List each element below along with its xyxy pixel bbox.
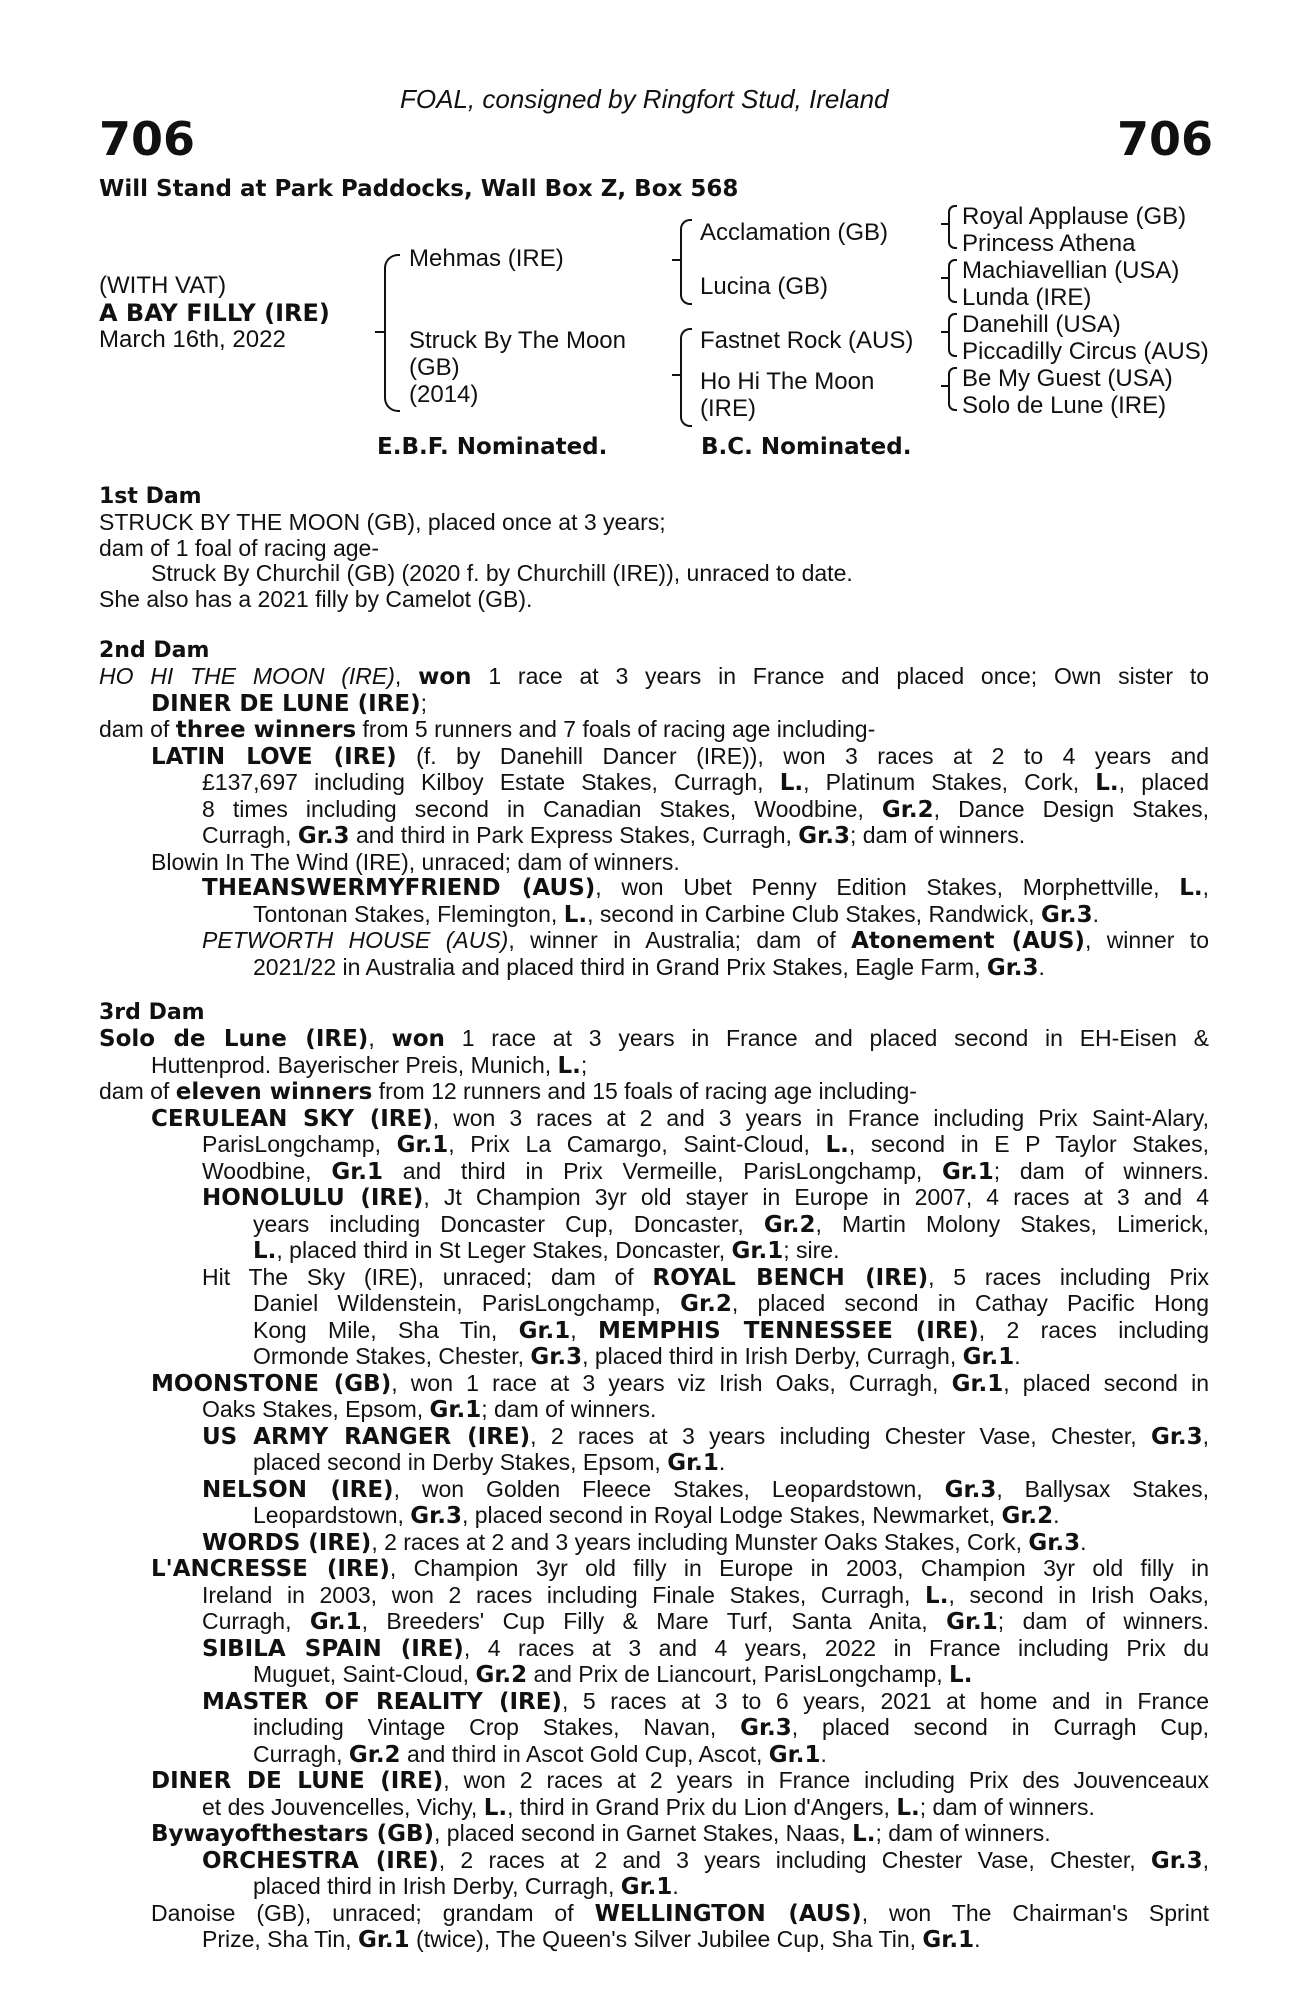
pedigree-brace xyxy=(384,254,400,412)
second-dam-line: dam of three winners from 5 runners and 7 foals of racing age including- xyxy=(99,716,876,743)
ggs-1: Royal Applause (GB) xyxy=(962,203,1187,230)
grandproduce-entry: US ARMY RANGER (IRE), 2 races at 3 years including Chester Vase, Chester, Gr.3, xyxy=(202,1422,1210,1450)
grandproduce-entry-cont: years including Doncaster Cup, Doncaster, Gr.2, Martin Molony Stakes, Limerick, xyxy=(253,1210,1209,1238)
grandproduce-entry-cont: placed second in Derby Stakes, Epsom, Gr.1. xyxy=(253,1449,726,1476)
produce-entry-cont: Ireland in 2003, won 2 races including Finale Stakes, Curragh, L., second in Irish Oaks, xyxy=(202,1581,1209,1609)
lot-number-left: 706 xyxy=(99,112,196,166)
produce-entry-cont: Woodbine, Gr.1 and third in Prix Vermeille, ParisLongchamp, Gr.1; dam of winners. xyxy=(202,1157,1209,1185)
g-brace-4-notch xyxy=(941,385,948,387)
grandproduce-entry: ORCHESTRA (IRE), 2 races at 2 and 3 years including Chester Vase, Chester, Gr.3, xyxy=(202,1846,1209,1874)
produce-entry: L'ANCRESSE (IRE), Champion 3yr old filly in Europe in 2003, Champion 3yr old filly in xyxy=(151,1555,1209,1582)
g-brace-2-notch xyxy=(941,277,948,279)
third-dam-line: Huttenprod. Bayerischer Preis, Munich, L.; xyxy=(151,1051,588,1079)
sire-line-brace-notch xyxy=(672,259,681,261)
first-dam-section xyxy=(99,484,1209,612)
g-brace-1-notch xyxy=(941,223,948,225)
third-dam-line: Solo de Lune (IRE), won 1 race at 3 years in France and placed second in EH-Eisen & xyxy=(99,1025,1209,1052)
grandproduce-entry: Hit The Sky (IRE), unraced; dam of ROYAL BENCH (IRE), 5 races including Prix xyxy=(202,1263,1209,1291)
grandproduce-entry-cont: Daniel Wildenstein, ParisLongchamp, Gr.2, placed second in Cathay Pacific Hong xyxy=(253,1290,1209,1317)
sire-dam: Lucina (GB) xyxy=(700,273,829,300)
grandproduce-entry-cont: Leopardstown, Gr.3, placed second in Royal Lodge Stakes, Newmarket, Gr.2. xyxy=(253,1502,1060,1529)
third-dam-heading: 3rd Dam xyxy=(99,1000,205,1025)
produce-entry-cont: Oaks Stakes, Epsom, Gr.1; dam of winners. xyxy=(202,1396,657,1423)
g-brace-4 xyxy=(948,367,957,411)
third-dam-line: dam of eleven winners from 12 runners and 15 foals of racing age including- xyxy=(99,1078,917,1105)
dam-dam-1: Ho Hi The Moon xyxy=(700,368,875,395)
ggs-6: Piccadilly Circus (AUS) xyxy=(962,338,1209,365)
grandproduce-entry: THEANSWERMYFRIEND (AUS), won Ubet Penny Edition Stakes, Morphettville, L., xyxy=(202,874,1209,901)
produce-entry-cont: ParisLongchamp, Gr.1, Prix La Camargo, Saint-Cloud, L., second in E P Taylor Stakes, xyxy=(202,1131,1209,1158)
sire-name: Mehmas (IRE) xyxy=(409,245,564,272)
sire-line-brace xyxy=(680,219,692,305)
produce-entry-cont: Curragh, Gr.1, Breeders' Cup Filly & Mare Turf, Santa Anita, Gr.1; dam of winners. xyxy=(202,1608,1209,1635)
stabling-line: Will Stand at Park Paddocks, Wall Box Z, Box 568 xyxy=(99,176,739,202)
g-brace-3-notch xyxy=(941,331,948,333)
g-brace-2 xyxy=(948,259,957,303)
dam-line-brace-notch xyxy=(672,374,681,376)
grandproduce-entry-cont: Muguet, Saint-Cloud, Gr.2 and Prix de Liancourt, ParisLongchamp, L. xyxy=(253,1661,973,1688)
grandproduce-entry-cont: L., placed third in St Leger Stakes, Doncaster, Gr.1; sire. xyxy=(253,1237,840,1264)
pedigree-brace-notch xyxy=(375,331,384,333)
produce-entry: MOONSTONE (GB), won 1 race at 3 years viz Irish Oaks, Curragh, Gr.1, placed second in xyxy=(151,1369,1209,1397)
third-dam-section xyxy=(99,1000,1209,1954)
grandproduce-entry-cont: placed third in Irish Derby, Curragh, Gr.1. xyxy=(253,1873,679,1900)
grandproduce-entry: NELSON (IRE), won Golden Fleece Stakes, Leopardstown, Gr.3, Ballysax Stakes, xyxy=(202,1475,1209,1503)
dam-name-3: (2014) xyxy=(409,381,479,408)
second-dam-line: HO HI THE MOON (IRE), won 1 race at 3 years in France and placed once; Own sister to xyxy=(99,663,1209,690)
produce-entry: CERULEAN SKY (IRE), won 3 races at 2 and 3 years in France including Prix Saint-Alary, xyxy=(151,1104,1209,1132)
ggs-8: Solo de Lune (IRE) xyxy=(962,392,1167,419)
dam-line-brace xyxy=(680,328,692,427)
grandproduce-entry-cont: Tontonan Stakes, Flemington, L., second in Carbine Club Stakes, Randwick, Gr.3. xyxy=(253,900,1100,928)
ebf-nomination: E.B.F. Nominated. xyxy=(377,434,608,460)
grandproduce-entry: HONOLULU (IRE), Jt Champion 3yr old stayer in Europe in 2007, 4 races at 3 and 4 xyxy=(202,1184,1209,1211)
dam-dam-2: (IRE) xyxy=(700,395,756,422)
produce-entry: LATIN LOVE (IRE) (f. by Danehill Dancer (IRE)), won 3 races at 2 to 4 years and xyxy=(151,742,1209,770)
first-dam-heading: 1st Dam xyxy=(99,484,202,509)
grandproduce-entry-cont: Kong Mile, Sha Tin, Gr.1, MEMPHIS TENNESSEE (IRE), 2 races including xyxy=(253,1316,1209,1344)
ggs-4: Lunda (IRE) xyxy=(962,284,1092,311)
lot-number-right: 706 xyxy=(1117,112,1214,166)
produce-entry: DINER DE LUNE (IRE), won 2 races at 2 years in France including Prix des Jouvenceaux xyxy=(151,1767,1209,1794)
lot-name: A BAY FILLY (IRE) xyxy=(99,299,330,327)
second-dam-line: DINER DE LUNE (IRE); xyxy=(151,689,428,717)
second-dam-section xyxy=(99,638,1209,981)
grandproduce-entry: WORDS (IRE), 2 races at 2 and 3 years including Munster Oaks Stakes, Cork, Gr.3. xyxy=(202,1528,1087,1556)
first-dam-line: dam of 1 foal of racing age- xyxy=(99,534,379,561)
first-dam-line: She also has a 2021 filly by Camelot (GB). xyxy=(99,585,533,612)
produce-entry-cont: Prize, Sha Tin, Gr.1 (twice), The Queen's Silver Jubilee Cup, Sha Tin, Gr.1. xyxy=(202,1926,981,1953)
produce-entry-cont: 8 times including second in Canadian Stakes, Woodbine, Gr.2, Dance Design Stakes, xyxy=(202,795,1210,823)
vat-note: (WITH VAT) xyxy=(99,272,227,299)
grandproduce-entry-cont: Curragh, Gr.2 and third in Ascot Gold Cup, Ascot, Gr.1. xyxy=(253,1740,827,1768)
second-dam-heading: 2nd Dam xyxy=(99,638,210,663)
dam-name-2: (GB) xyxy=(409,354,460,381)
grandproduce-entry: SIBILA SPAIN (IRE), 4 races at 3 and 4 years, 2022 in France including Prix du xyxy=(202,1634,1209,1662)
grandproduce-entry: MASTER OF REALITY (IRE), 5 races at 3 to 6 years, 2021 at home and in France xyxy=(202,1687,1209,1715)
sire-sire: Acclamation (GB) xyxy=(700,219,889,246)
foaling-date: March 16th, 2022 xyxy=(99,326,286,353)
produce-entry-cont: Curragh, Gr.3 and third in Park Express Stakes, Curragh, Gr.3; dam of winners. xyxy=(202,822,1026,849)
ggs-3: Machiavellian (USA) xyxy=(962,257,1180,284)
grandproduce-entry-cont: 2021/22 in Australia and placed third in Grand Prix Stakes, Eagle Farm, Gr.3. xyxy=(253,953,1045,981)
dam-sire: Fastnet Rock (AUS) xyxy=(700,327,914,354)
produce-entry-cont: et des Jouvencelles, Vichy, L., third in Grand Prix du Lion d'Angers, L.; dam of winners. xyxy=(202,1793,1095,1821)
first-dam-produce: Struck By Churchil (GB) (2020 f. by Churchill (IRE)), unraced to date. xyxy=(151,560,853,586)
ggs-7: Be My Guest (USA) xyxy=(962,365,1173,392)
produce-entry-cont: £137,697 including Kilboy Estate Stakes, Curragh, L., Platinum Stakes, Cork, L., placed xyxy=(202,769,1209,796)
dam-name-1: Struck By The Moon xyxy=(409,327,626,354)
grandproduce-entry-cont: Ormonde Stakes, Chester, Gr.3, placed third in Irish Derby, Curragh, Gr.1. xyxy=(253,1343,1021,1370)
produce-entry: Danoise (GB), unraced; grandam of WELLINGTON (AUS), won The Chairman's Sprint xyxy=(151,1899,1209,1927)
first-dam-line: STRUCK BY THE MOON (GB), placed once at 3 years; xyxy=(99,509,666,535)
g-brace-3 xyxy=(948,313,957,357)
grandproduce-entry-cont: including Vintage Crop Stakes, Navan, Gr.3, placed second in Curragh Cup, xyxy=(253,1714,1209,1741)
ggs-2: Princess Athena xyxy=(962,230,1136,257)
produce-entry: Blowin In The Wind (IRE), unraced; dam of winners. xyxy=(151,848,680,875)
consignor-line: FOAL, consigned by Ringfort Stud, Ireland xyxy=(400,84,889,114)
ggs-5: Danehill (USA) xyxy=(962,311,1121,338)
g-brace-1 xyxy=(948,205,957,249)
grandproduce-entry: PETWORTH HOUSE (AUS), winner in Australia; dam of Atonement (AUS), winner to xyxy=(202,927,1209,954)
bc-nomination: B.C. Nominated. xyxy=(701,434,912,460)
produce-entry: Bywayofthestars (GB), placed second in Garnet Stakes, Naas, L.; dam of winners. xyxy=(151,1820,1051,1847)
